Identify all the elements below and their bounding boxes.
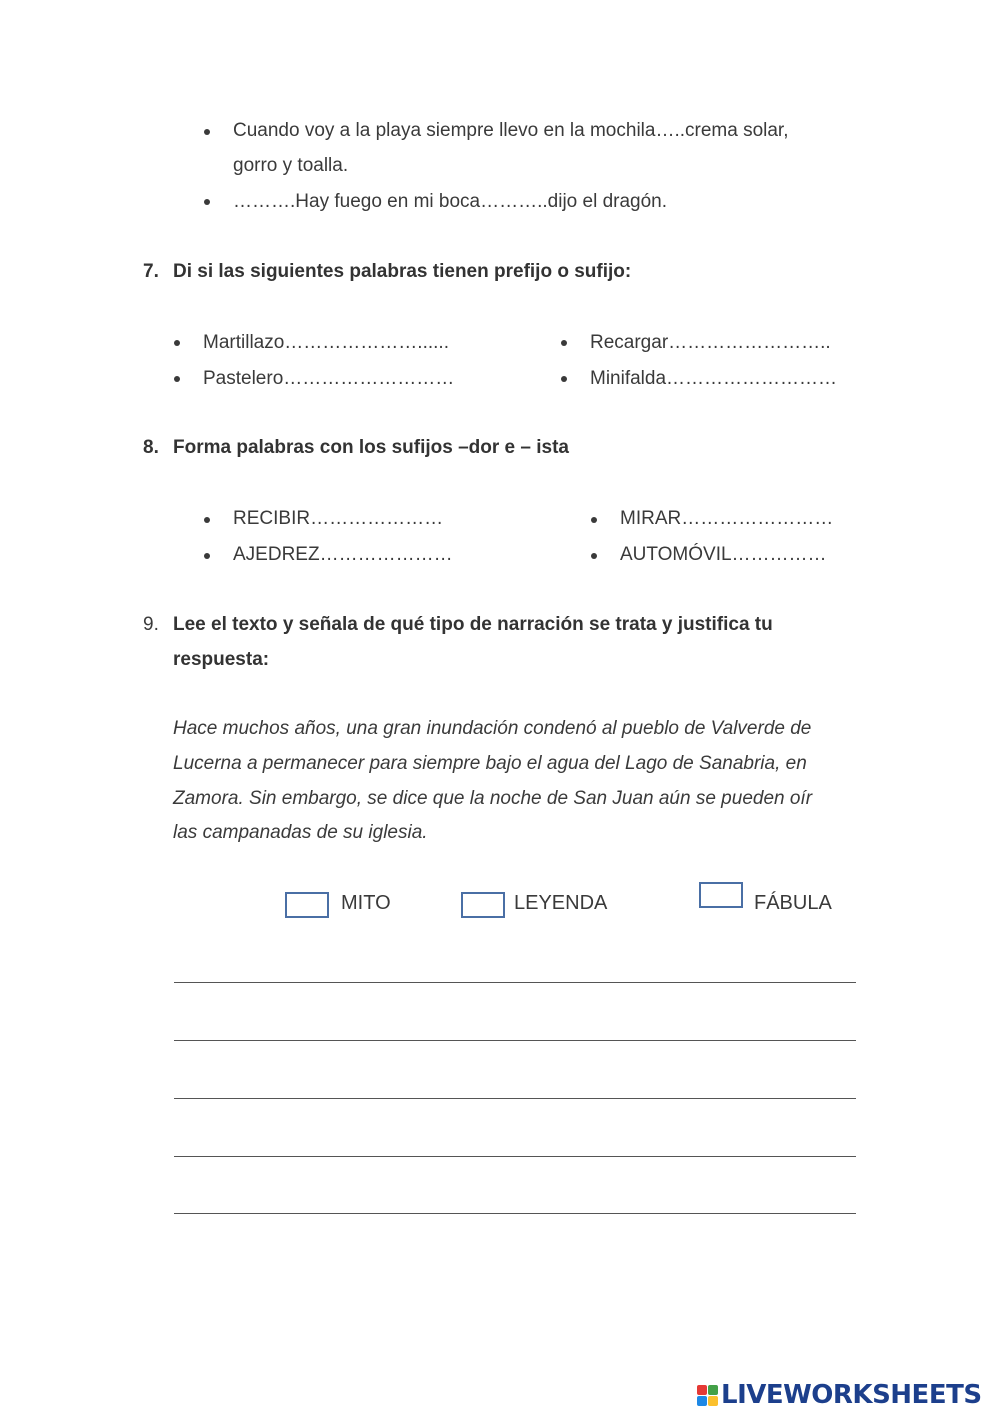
- leyenda-checkbox[interactable]: [461, 892, 505, 918]
- bullet-dot: [591, 553, 597, 559]
- q9-passage-line1: Hace muchos años, una gran inundación condenó al pueblo de Valverde de: [173, 718, 812, 739]
- bullet-dot: [591, 517, 597, 523]
- answer-line-3[interactable]: [174, 1098, 856, 1099]
- logo-text: LIVEWORKSHEETS: [721, 1380, 982, 1410]
- q8-item-mirar[interactable]: MIRAR……………………: [620, 508, 834, 529]
- fabula-label: FÁBULA: [754, 892, 832, 914]
- fabula-checkbox[interactable]: [699, 882, 743, 908]
- q8-item-ajedrez[interactable]: AJEDREZ…………………: [233, 544, 453, 565]
- bullet-dot: [204, 517, 210, 523]
- q9-number: 9.: [143, 614, 159, 635]
- q7-item-recargar[interactable]: Recargar……………………..: [590, 332, 831, 353]
- bullet-dot: [204, 199, 210, 205]
- bullet-dot: [204, 129, 210, 135]
- logo-square-1: [697, 1385, 707, 1395]
- q8-item-recibir[interactable]: RECIBIR…………………: [233, 508, 444, 529]
- top-bullet-2: ……….Hay fuego en mi boca………..dijo el dragón.: [233, 191, 668, 212]
- answer-line-1[interactable]: [174, 982, 856, 983]
- q9-title-line1: Lee el texto y señala de qué tipo de narración se trata y justifica tu: [173, 614, 773, 635]
- leyenda-label: LEYENDA: [514, 892, 608, 914]
- bullet-dot: [204, 553, 210, 559]
- q9-title-line2: respuesta:: [173, 649, 270, 670]
- top-bullet-1-line1: Cuando voy a la playa siempre llevo en la mochila…..crema solar,: [233, 120, 789, 141]
- q9-passage-line3: Zamora. Sin embargo, se dice que la noche de San Juan aún se pueden oír: [173, 788, 813, 809]
- q7-title: Di si las siguientes palabras tienen prefijo o sufijo:: [173, 261, 632, 282]
- q7-item-pastelero[interactable]: Pastelero………………………: [203, 368, 455, 389]
- q9-passage-line2: Lucerna a permanecer para siempre bajo el agua del Lago de Sanabria, en: [173, 753, 807, 774]
- q8-number: 8.: [143, 437, 159, 458]
- q7-item-minifalda[interactable]: Minifalda………………………: [590, 368, 838, 389]
- answer-line-2[interactable]: [174, 1040, 856, 1041]
- liveworksheets-logo: [697, 1378, 982, 1412]
- answer-line-4[interactable]: [174, 1156, 856, 1157]
- q7-item-martillazo[interactable]: Martillazo…………………......: [203, 332, 449, 353]
- q8-item-automovil[interactable]: AUTOMÓVIL……………: [620, 544, 827, 565]
- bullet-dot: [174, 376, 180, 382]
- logo-square-2: [708, 1385, 718, 1395]
- liveworksheets-logo-icon: [697, 1385, 718, 1406]
- q8-title: Forma palabras con los sufijos –dor e – ista: [173, 437, 569, 458]
- q7-number: 7.: [143, 261, 159, 282]
- logo-square-3: [697, 1396, 707, 1406]
- bullet-dot: [174, 340, 180, 346]
- q9-passage-line4: las campanadas de su iglesia.: [173, 822, 428, 843]
- mito-checkbox[interactable]: [285, 892, 329, 918]
- bullet-dot: [561, 340, 567, 346]
- top-bullet-1-line2: gorro y toalla.: [233, 155, 349, 176]
- bullet-dot: [561, 376, 567, 382]
- answer-line-5[interactable]: [174, 1213, 856, 1214]
- logo-square-4: [708, 1396, 718, 1406]
- mito-label: MITO: [341, 892, 391, 914]
